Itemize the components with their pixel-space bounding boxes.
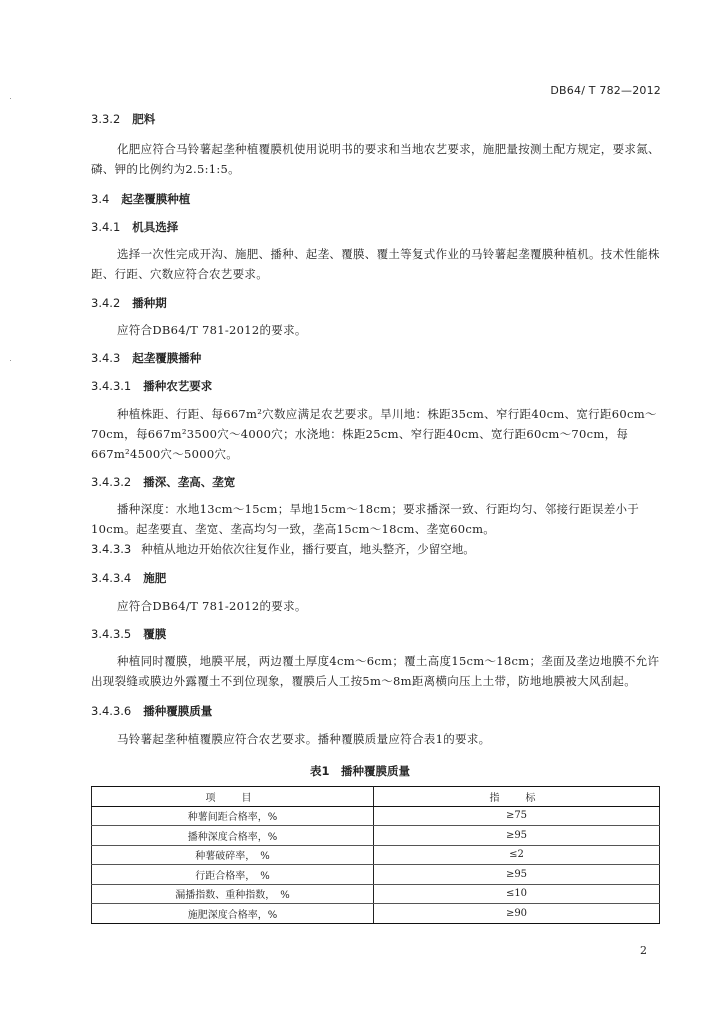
table-cell-item: 漏播指数、重种指数， %: [92, 884, 374, 904]
table-cell-value: ≥90: [374, 904, 660, 924]
paragraph-machine-selection: 选择一次性完成开沟、施肥、播种、起垄、覆膜、覆土等复式作业的马铃薯起垄覆膜种植机。技术性能株距、行距、穴数应符合农艺要求。: [91, 247, 660, 281]
scan-mark: [10, 360, 11, 361]
table-cell-value: ≥95: [374, 865, 660, 885]
table-cell-value: ≥75: [374, 806, 660, 826]
heading-3-4-3-4: [91, 570, 166, 586]
heading-number: 3.4.3.5: [91, 627, 132, 641]
heading-number: 3.4.3.1: [91, 379, 132, 393]
heading-title: 机具选择: [132, 220, 179, 234]
heading-title: 施肥: [143, 571, 167, 585]
scan-mark: [10, 98, 11, 99]
heading-3-4-3-1: [91, 378, 212, 394]
heading-title: 播深、垄高、垄宽: [143, 475, 236, 489]
table-cell-item: 行距合格率， %: [92, 865, 374, 885]
heading-3-4-3-2: [91, 474, 235, 490]
heading-title: 覆膜: [143, 627, 167, 641]
heading-number: 3.4.3.4: [91, 571, 132, 585]
heading-title: 播种覆膜质量: [143, 704, 213, 718]
clause-number: 3.4.3.3: [91, 542, 132, 556]
table-row: [92, 884, 660, 904]
header-item: 项 目: [92, 787, 374, 807]
heading-3-4-2: [91, 295, 167, 311]
header-indicator: 指 标: [374, 787, 660, 807]
table-cell-value: ≤10: [374, 884, 660, 904]
heading-3-4-3-6: [91, 703, 212, 719]
table-row: [92, 904, 660, 924]
heading-title: 肥料: [132, 112, 156, 126]
paragraph-quality: 马铃薯起垄种植覆膜应符合农艺要求。播种覆膜质量应符合表1的要求。: [117, 732, 491, 746]
table-cell-item: 施肥深度合格率，%: [92, 904, 374, 924]
table-row: [92, 845, 660, 865]
heading-3-4-1: [91, 219, 178, 235]
table-cell-item: 播种深度合格率，%: [92, 826, 374, 846]
table-cell-value: ≥95: [374, 826, 660, 846]
table-caption: 表1 播种覆膜质量: [309, 764, 410, 778]
heading-number: 3.4.3.6: [91, 704, 132, 718]
heading-3-4: [91, 191, 190, 207]
heading-number: 3.3.2: [91, 112, 121, 126]
table-cell-item: 种薯破碎率， %: [92, 845, 374, 865]
table-row: [92, 865, 660, 885]
paragraph-fertilizer: 化肥应符合马铃薯起垄种植覆膜机使用说明书的要求和当地农艺要求，施肥量按测土配方规定，要求氮、磷、钾的比例约为2.5:1:5。: [91, 142, 660, 176]
paragraph-fertilizing: 应符合DB64/T 781-2012的要求。: [117, 599, 307, 613]
heading-3-3-2: [91, 111, 155, 127]
heading-number: 3.4: [91, 192, 110, 206]
heading-3-4-3-5: [91, 626, 166, 642]
table-row: [92, 806, 660, 826]
standard-number: DB64/ T 782—2012: [550, 84, 661, 97]
table-cell-value: ≤2: [374, 845, 660, 865]
heading-number: 3.4.1: [91, 220, 121, 234]
heading-title: 播种农艺要求: [143, 379, 213, 393]
clause-text: 种植从地边开始依次往复作业，播行要直，地头整齐，少留空地。: [141, 542, 475, 556]
heading-title: 起垄覆膜种植: [121, 192, 191, 206]
heading-number: 3.4.3.2: [91, 475, 132, 489]
heading-title: 播种期: [132, 296, 167, 310]
heading-title: 起垄覆膜播种: [132, 351, 202, 365]
paragraph-depth-ridge: 播种深度：水地13cm～15cm；旱地15cm～18cm；要求播深一致、行距均匀、邻接行距误差小于10cm。起垄要直、垄宽、垄高均匀一致，垄高15cm～18cm、垄宽60cm。: [91, 502, 640, 536]
paragraph-film-covering: 种植同时覆膜，地膜平展，两边覆土厚度4cm～6cm；覆土高度15cm～18cm；垄面及垄边地膜不允许出现裂缝或膜边外露覆土不到位现象，覆膜后人工按5m～8m距离横向压上土带，防地地膜被大风刮起。: [91, 654, 660, 688]
heading-number: 3.4.2: [91, 296, 121, 310]
heading-number: 3.4.3: [91, 351, 121, 365]
page-number: 2: [640, 944, 647, 957]
paragraph-agronomic-requirements: 种植株距、行距、每667m²穴数应满足农艺要求。旱川地：株距35cm、窄行距40cm、宽行距60cm～70cm，每667m²3500穴～4000穴；水浇地：株距25cm、窄行距40cm、宽行距60cm～70cm，每667m²4500穴～5000穴。: [91, 407, 657, 461]
paragraph-sowing-period: 应符合DB64/T 781-2012的要求。: [117, 323, 307, 337]
heading-3-4-3: [91, 350, 201, 366]
quality-table: [91, 786, 660, 924]
table-row: [92, 826, 660, 846]
table-cell-item: 种薯间距合格率，%: [92, 806, 374, 826]
clause-3-4-3-3: [91, 541, 475, 557]
table-header-row: [92, 787, 660, 807]
